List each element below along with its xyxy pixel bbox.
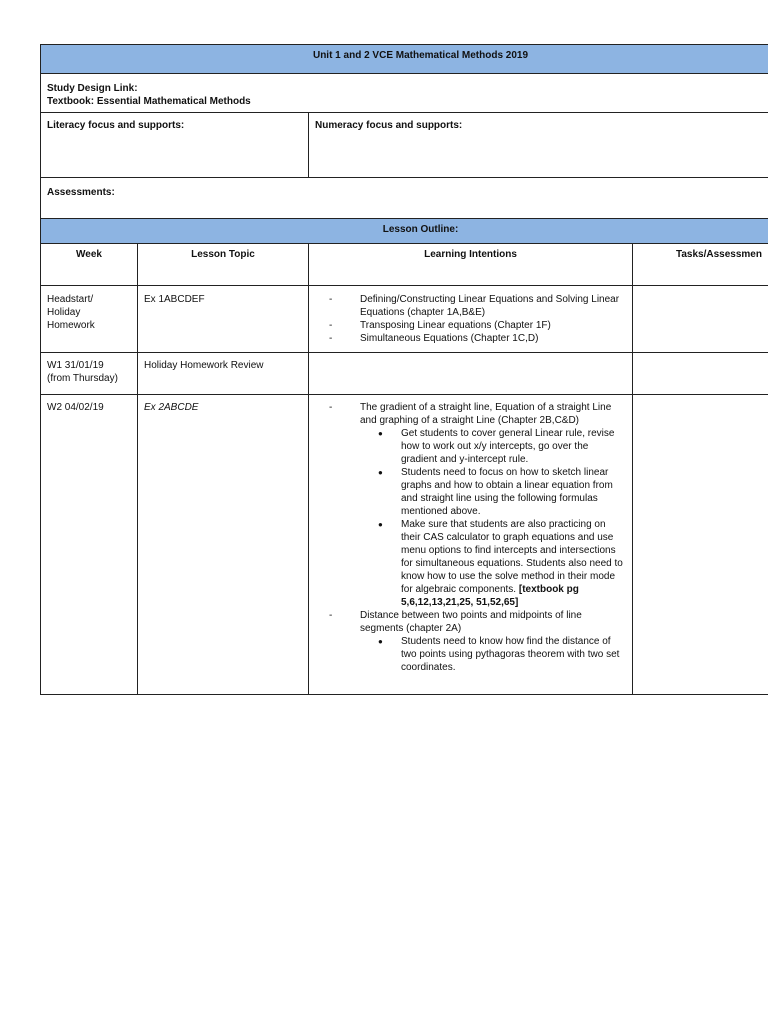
topic-header: Lesson Topic bbox=[138, 244, 309, 286]
list-item: - Distance between two points and midpoints of line segments (chapter 2A) ● Students need to know how find the distance of two points using pythagoras theorem with two set coordinates. bbox=[329, 609, 626, 674]
list-item: - Simultaneous Equations (Chapter 1C,D) bbox=[329, 332, 626, 345]
document-title: Unit 1 and 2 VCE Mathematical Methods 2019 bbox=[41, 45, 768, 74]
intentions-cell bbox=[309, 395, 633, 695]
table-row bbox=[41, 353, 768, 395]
list-item: - The gradient of a straight line, Equation of a straight Line and graphing of a straight Line (Chapter 2B,C&D) ● Get students to cover general Linear rule, revise how to work out x/y intercepts, go over the gradient and y-intercept rule. ● Students need to focus on how to sketch linear graphs and how to obtain a linear equation from and straight line using the following formulas mentioned above. ● Make sure that students are also practicing on their CAS calculator to graph equations and use menu options to find intercepts and intersections for simultaneous equations. Students also need to know how to use the solve method in their mode for algebraic components. [textbook pg 5,6,12,13,21,25, 51,52,65] bbox=[329, 401, 626, 609]
topic-cell: Ex 1ABCDEF bbox=[138, 286, 309, 353]
week-cell: W2 04/02/19 bbox=[41, 395, 138, 695]
lesson-outline-row bbox=[41, 219, 768, 244]
study-design-row bbox=[41, 74, 768, 113]
literacy-focus-cell: Literacy focus and supports: bbox=[41, 113, 309, 178]
numeracy-focus-cell: Numeracy focus and supports: bbox=[309, 113, 768, 178]
list-item: - Defining/Constructing Linear Equations and Solving Linear Equations (chapter 1A,B&E) bbox=[329, 293, 626, 319]
intentions-header: Learning Intentions bbox=[309, 244, 633, 286]
tasks-cell bbox=[633, 353, 768, 395]
assessments-row bbox=[41, 178, 768, 219]
tasks-cell bbox=[633, 286, 768, 353]
list-item: ● Students need to focus on how to sketch linear graphs and how to obtain a linear equation from and straight line using the following formulas mentioned above. bbox=[370, 466, 626, 518]
intentions-cell bbox=[309, 353, 633, 395]
list-item: ● Get students to cover general Linear rule, revise how to work out x/y intercepts, go over the gradient and y-intercept rule. bbox=[370, 427, 626, 466]
list-item: ● Students need to know how find the distance of two points using pythagoras theorem with two set coordinates. bbox=[370, 635, 626, 674]
textbook-label: Textbook: Essential Mathematical Methods bbox=[47, 96, 251, 107]
study-design-label: Study Design Link: bbox=[47, 83, 138, 94]
tasks-header: Tasks/Assessmen bbox=[633, 244, 768, 286]
topic-cell: Ex 2ABCDE bbox=[138, 395, 309, 695]
focus-row bbox=[41, 113, 768, 178]
title-row bbox=[41, 45, 768, 74]
list-item: - Transposing Linear equations (Chapter 1F) bbox=[329, 319, 626, 332]
assessments-label: Assessments: bbox=[41, 178, 768, 219]
column-header-row bbox=[41, 244, 768, 286]
lesson-outline-label: Lesson Outline: bbox=[41, 219, 768, 244]
table-row bbox=[41, 286, 768, 353]
week-cell: W1 31/01/19 (from Thursday) bbox=[41, 353, 138, 395]
tasks-cell bbox=[633, 395, 768, 695]
table-row bbox=[41, 395, 768, 695]
week-header: Week bbox=[41, 244, 138, 286]
lesson-plan-table bbox=[40, 44, 768, 695]
intentions-cell bbox=[309, 286, 633, 353]
list-item: ● Make sure that students are also practicing on their CAS calculator to graph equations and use menu options to find intercepts and intersections for simultaneous equations. Students also need to know how to use the solve method in their mode for algebraic components. [textbook pg 5,6,12,13,21,25, 51,52,65] bbox=[370, 518, 626, 609]
week-cell: Headstart/ Holiday Homework bbox=[41, 286, 138, 353]
topic-cell: Holiday Homework Review bbox=[138, 353, 309, 395]
textbook-reference: [textbook pg 5,6,12,13,21,25, 51,52,65] bbox=[401, 584, 579, 608]
